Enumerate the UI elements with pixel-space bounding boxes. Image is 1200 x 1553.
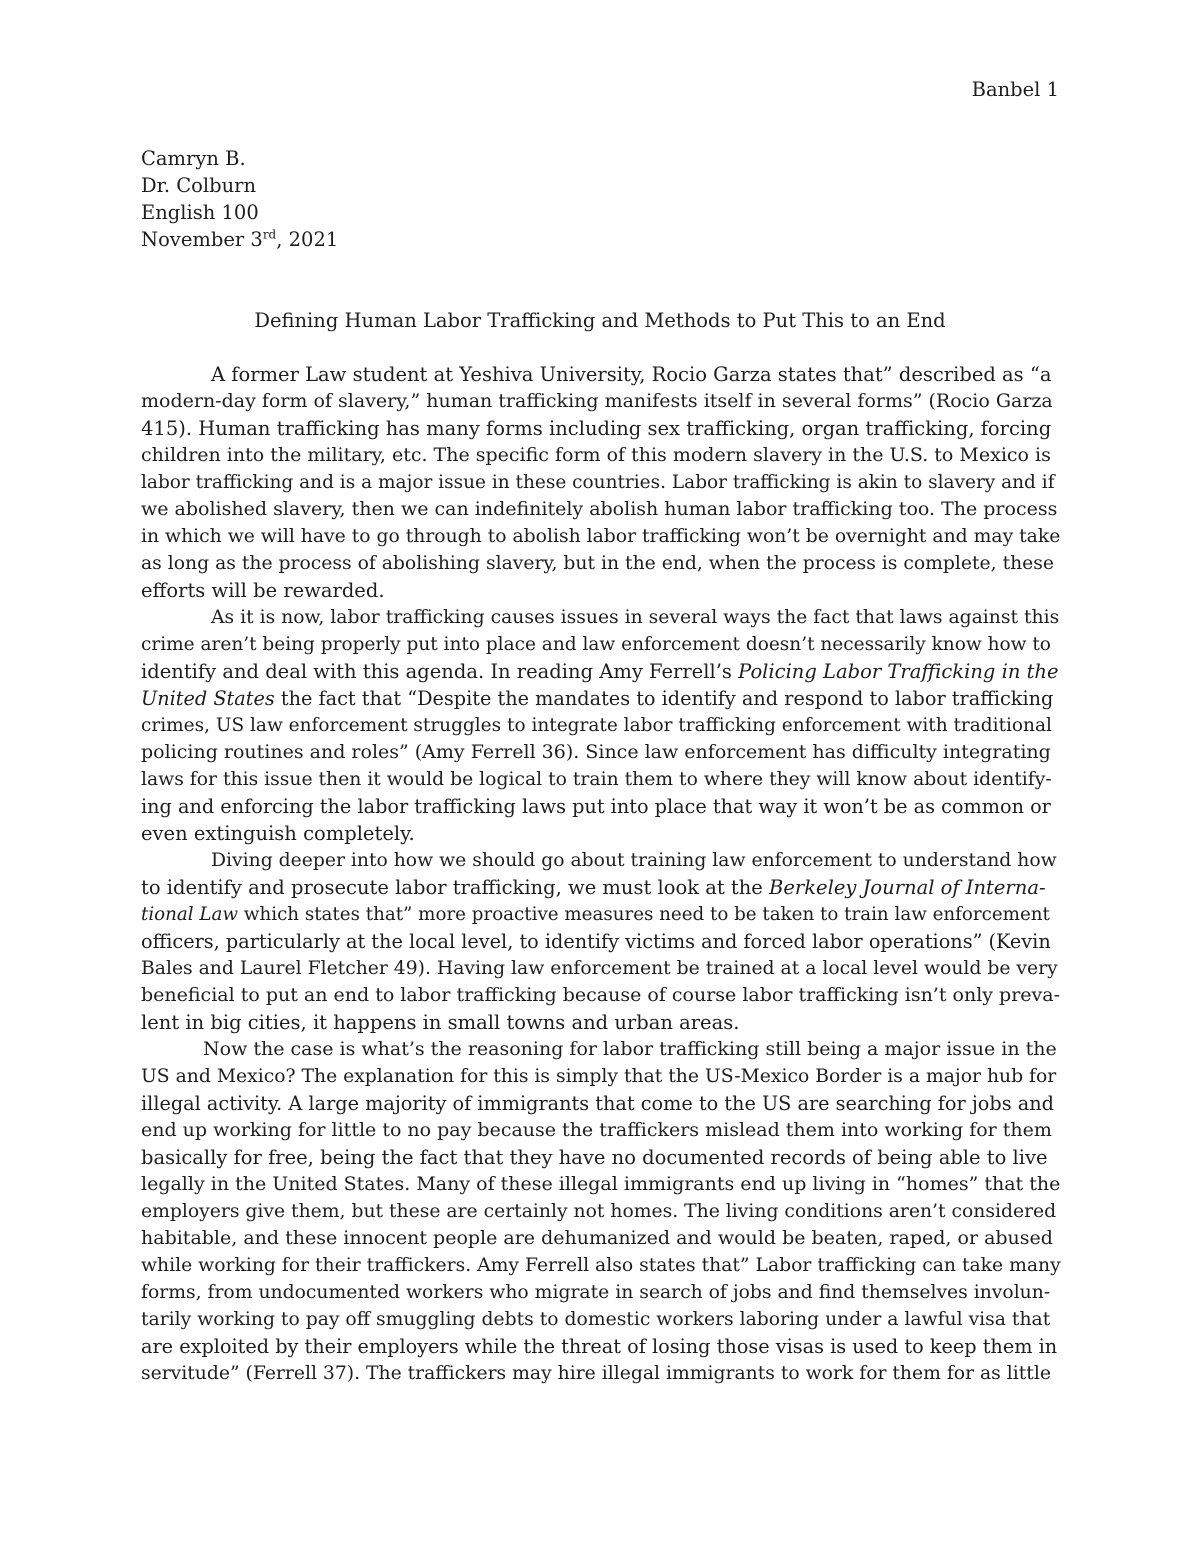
text-line [141,874,1061,901]
text-line [141,685,1061,712]
text-line [141,469,1061,496]
line-text: crime aren’t being properly put into place and law enforcement doesn’t necessarily know how to [141,634,1051,655]
line-text: 415). Human trafficking has many forms including sex trafficking, organ trafficking, forcing [141,417,1052,440]
line-text: while working for their traffickers. Amy Ferrell also states that” Labor trafficking can take many [141,1255,1061,1276]
text-line [141,1144,1061,1171]
text-line [141,982,1061,1009]
line-text: As it is now, labor trafficking causes issues in several ways the fact that laws against this [211,607,1060,628]
text-line [141,1036,1061,1063]
text-line [141,577,1061,604]
italic-title: Berkeley Journal of Interna- [769,876,1046,899]
line-text: even extinguish completely. [141,822,415,845]
line-text: lent in big cities, it happens in small towns and urban areas. [141,1011,740,1034]
line-text: officers, particularly at the local level, to identify victims and forced labor operations” (Kevin [141,930,1051,953]
line-text: crimes, US law enforcement struggles to integrate labor trafficking enforcement with traditional [141,715,1052,736]
text-line [141,1333,1061,1360]
line-text: identify and deal with this agenda. In reading Amy Ferrell’s [141,660,739,683]
essay-title: Defining Human Labor Trafficking and Methods to Put This to an End [254,309,946,332]
line-text: labor trafficking and is a major issue in these countries. Labor trafficking is akin to slavery and if [141,472,1055,493]
line-text: basically for free, being the fact that they have no documented records of being able to live [141,1146,1048,1169]
line-text: modern-day form of slavery,” human trafficking manifests itself in several forms” (Rocio Garza [141,390,1053,412]
text-line [141,955,1061,982]
line-text: illegal activity. A large majority of immigrants that come to the US are searching for jobs and [141,1092,1054,1115]
line-text: end up working for little to no pay because the traffickers mislead them into working for them [141,1119,1052,1141]
line-text: tarily working to pay off smuggling debts to domestic workers laboring under a lawful visa that [141,1309,1051,1330]
mla-heading [141,145,338,253]
student-name: Camryn B. [141,147,246,170]
text-line [141,1171,1061,1198]
date-month-day: November 3 [141,228,263,251]
text-line [141,496,1061,523]
date-suffix: rd [262,227,277,242]
line-text: which states that” more proactive measures need to be taken to train law enforcement [238,904,1050,925]
italic-title: United States [141,687,275,710]
text-line [141,1279,1061,1306]
line-text: US and Mexico? The explanation for this is simply that the US-Mexico Border is a major hub for [141,1066,1057,1087]
line-text: laws for this issue then it would be logical to train them to where they will know about identify- [141,769,1052,790]
text-line [141,1117,1061,1144]
text-line [141,523,1061,550]
text-line [141,388,1061,415]
text-line [141,1306,1061,1333]
line-text: children into the military, etc. The specific form of this modern slavery in the U.S. to Mexico is [141,444,1051,466]
line-text: Diving deeper into how we should go about training law enforcement to understand how [211,850,1057,871]
course-name: English 100 [141,201,259,224]
line-text: are exploited by their employers while the threat of losing those visas is used to keep them in [141,1335,1058,1358]
essay-body [141,361,1061,1387]
line-text: Bales and Laurel Fletcher 49). Having law enforcement be trained at a local level would be very [141,958,1058,979]
line-text: servitude” (Ferrell 37). The traffickers may hire illegal immigrants to work for them for as little [141,1363,1051,1384]
text-line [141,1063,1061,1090]
text-line [141,1252,1061,1279]
line-text: legally in the United States. Many of these illegal immigrants end up living in “homes” that the [141,1173,1061,1195]
line-text: forms, from undocumented workers who migrate in search of jobs and find themselves involun- [141,1282,1051,1303]
text-line [141,361,1061,388]
text-line [141,604,1061,631]
text-line [141,442,1061,469]
line-text: to identify and prosecute labor trafficking, we must look at the [141,876,770,899]
line-text: employers give them, but these are certainly not homes. The living conditions aren’t considered [141,1201,1057,1222]
line-text: as long as the process of abolishing slavery, but in the end, when the process is complete, these [141,553,1054,574]
italic-title: tional Law [141,904,239,925]
line-text: habitable, and these innocent people are dehumanized and would be beaten, raped, or abused [141,1227,1053,1249]
line-text: in which we will have to go through to abolish labor trafficking won’t be overnight and may take [141,526,1061,547]
text-line [141,1090,1061,1117]
text-line [141,793,1061,820]
line-text: ing and enforcing the labor trafficking laws put into place that way it won’t be as common or [141,795,1051,818]
running-head: Banbel 1 [971,78,1059,101]
text-line [141,766,1061,793]
line-text: A former Law student at Yeshiva University, Rocio Garza states that” described as “a [211,363,1052,386]
essay-date [141,226,338,253]
text-line [141,415,1061,442]
line-text: Now the case is what’s the reasoning for labor trafficking still being a major issue in the [203,1038,1057,1060]
text-line [141,712,1061,739]
date-year: , 2021 [276,228,339,251]
line-text: efforts will be rewarded. [141,579,385,602]
text-line [141,820,1061,847]
italic-title: Policing Labor Trafficking in the [738,660,1059,683]
text-line [141,550,1061,577]
instructor-name: Dr. Colburn [141,174,257,197]
text-line [141,1009,1061,1036]
line-text: beneficial to put an end to labor trafficking because of course labor trafficking isn’t only preva- [141,984,1061,1006]
line-text: the fact that “Despite the mandates to identify and respond to labor trafficking [274,687,1054,710]
text-line [141,901,1061,928]
text-line [141,1225,1061,1252]
text-line [141,739,1061,766]
text-line [141,631,1061,658]
text-line [141,847,1061,874]
text-line [141,658,1061,685]
line-text: policing routines and roles” (Amy Ferrell 36). Since law enforcement has difficulty integrating [141,741,1051,763]
text-line [141,1360,1061,1387]
text-line [141,928,1061,955]
text-line [141,1198,1061,1225]
line-text: we abolished slavery, then we can indefinitely abolish human labor trafficking too. The process [141,498,1058,520]
